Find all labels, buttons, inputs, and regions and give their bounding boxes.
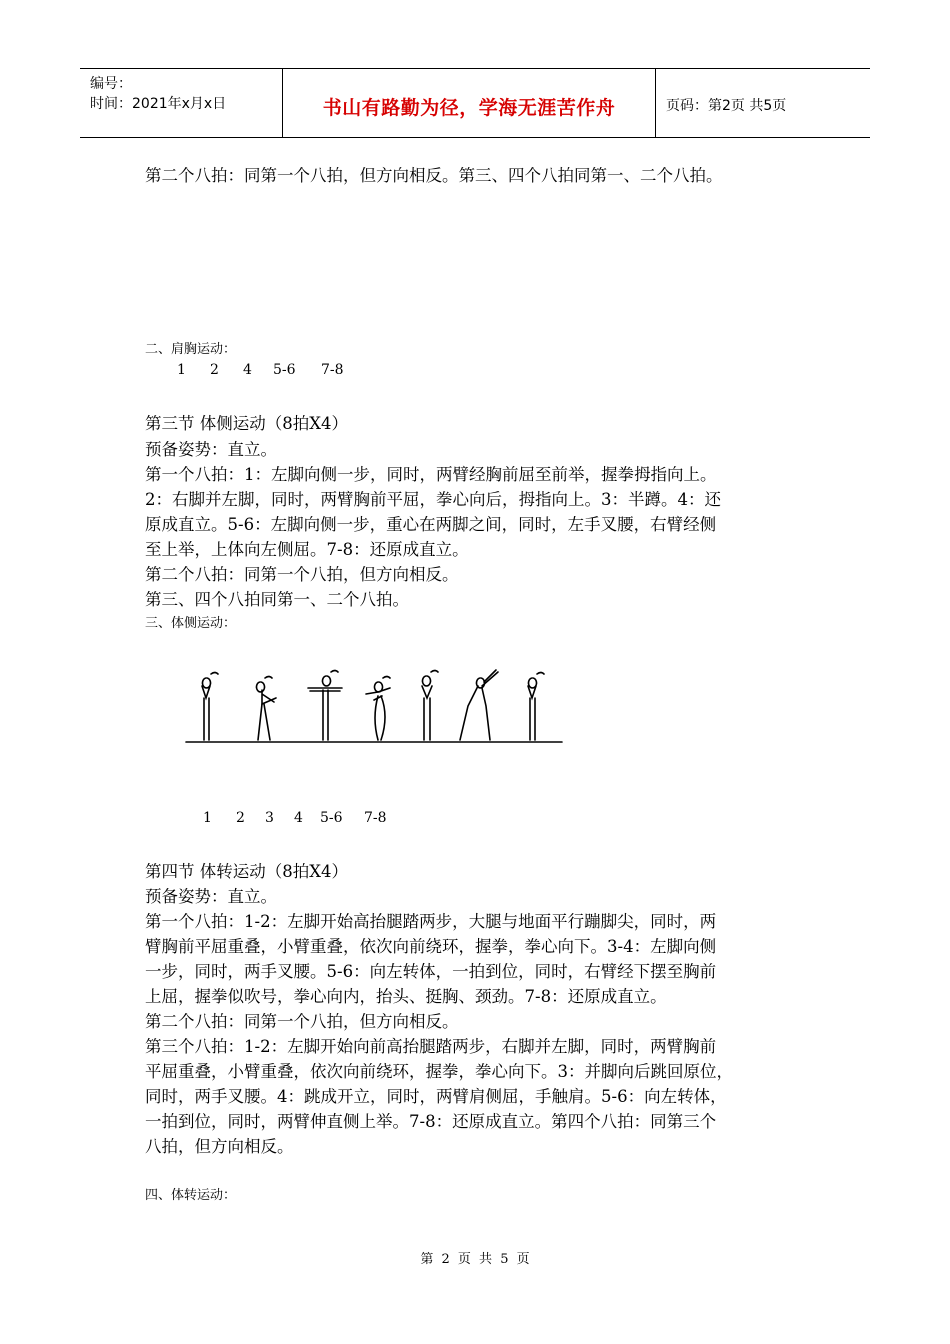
text-line: 第一个八拍：1：左脚向侧一步，同时，两臂经胸前屈至前举，握拳拇指向上。 — [145, 465, 717, 484]
text-line: 第二个八拍：同第一个八拍，但方向相反。第三、四个八拍同第一、二个八拍。 — [145, 166, 723, 185]
text-line: 第二个八拍：同第一个八拍，但方向相反。 — [145, 1012, 459, 1031]
text-line: 第一个八拍：1-2：左脚开始高抬腿踏两步，大腿与地面平行蹦脚尖，同时，两 — [145, 912, 717, 931]
text-line: 同时，两手叉腰。4：跳成开立，同时，两臂肩侧屈，手触肩。5-6：向左转体， — [145, 1087, 727, 1106]
section3-counts — [0, 810, 950, 830]
header-left-cell — [80, 69, 283, 137]
section3-title: 第三节 体侧运动（8拍X4） — [145, 414, 348, 433]
section2-counts — [0, 362, 950, 382]
text-line: 原成直立。5-6：左脚向侧一步，重心在两脚之间，同时，左手叉腰，右臂经侧 — [145, 515, 717, 534]
text-line: 2：右脚并左脚，同时，两臂胸前平屈，拳心向后，拇指向上。3：半蹲。4：还 — [145, 490, 721, 509]
text-line: 上屈，握拳似吹号，拳心向内，抬头、挺胸、颈劲。7-8：还原成直立。 — [145, 987, 667, 1006]
count-label: 3 — [265, 810, 274, 826]
section4-caption: 四、体转运动： — [145, 1188, 237, 1203]
number-label: 编号： — [90, 76, 132, 92]
header-page-cell — [656, 69, 870, 137]
stick-figure — [366, 677, 390, 741]
text-line: 第二个八拍：同第一个八拍，但方向相反。 — [145, 565, 459, 584]
stick-figure — [257, 677, 277, 741]
stick-figure — [202, 673, 218, 741]
text-line: 预备姿势：直立。 — [145, 440, 277, 459]
count-label: 1 — [203, 810, 212, 826]
time-label: 时间：2021年x月x日 — [90, 96, 227, 112]
section3-caption: 三、体侧运动： — [145, 616, 237, 631]
text-line: 预备姿势：直立。 — [145, 887, 277, 906]
stick-figure — [528, 673, 544, 741]
count-label: 2 — [210, 362, 219, 378]
text-line: 一步，同时，两手叉腰。5-6：向左转体，一拍到位，同时，右臂经下摆至胸前 — [145, 962, 717, 981]
count-label: 2 — [236, 810, 245, 826]
count-label: 1 — [177, 362, 186, 378]
text-line: 至上举，上体向左侧屈。7-8：还原成直立。 — [145, 540, 469, 559]
motto: 书山有路勤为径，学海无涯苦作舟 — [322, 97, 616, 119]
stick-figure — [422, 671, 438, 741]
stick-figure — [308, 671, 342, 741]
text-line: 第三个八拍：1-2：左脚开始向前高抬腿踏两步，右脚并左脚，同时，两臂胸前 — [145, 1037, 717, 1056]
section4-title: 第四节 体转运动（8拍X4） — [145, 862, 348, 881]
count-label: 7-8 — [321, 362, 344, 378]
stick-figure — [460, 670, 498, 740]
page-header — [80, 68, 870, 138]
exercise-figures-illustration — [180, 660, 580, 760]
text-line: 一拍到位，同时，两臂伸直侧上举。7-8：还原成直立。第四个八拍：同第三个 — [145, 1112, 717, 1131]
count-label: 5-6 — [273, 362, 296, 378]
text-line: 八拍，但方向相反。 — [145, 1137, 294, 1156]
count-label: 5-6 — [320, 810, 343, 826]
text-line: 臂胸前平屈重叠，小臂重叠，依次向前绕环，握拳，拳心向下。3-4：左脚向侧 — [145, 937, 717, 956]
count-label: 4 — [243, 362, 252, 378]
count-label: 7-8 — [364, 810, 387, 826]
text-line: 第三、四个八拍同第一、二个八拍。 — [145, 590, 409, 609]
page-info: 页码：第2页 共5页 — [666, 98, 787, 114]
count-label: 4 — [294, 810, 303, 826]
section2-caption: 二、肩胸运动： — [145, 342, 237, 357]
header-motto-cell — [283, 69, 656, 137]
text-line: 平屈重叠，小臂重叠，依次向前绕环，握拳，拳心向下。3：并脚向后跳回原位， — [145, 1062, 733, 1081]
page-footer: 第 2 页 共 5 页 — [420, 1252, 530, 1267]
